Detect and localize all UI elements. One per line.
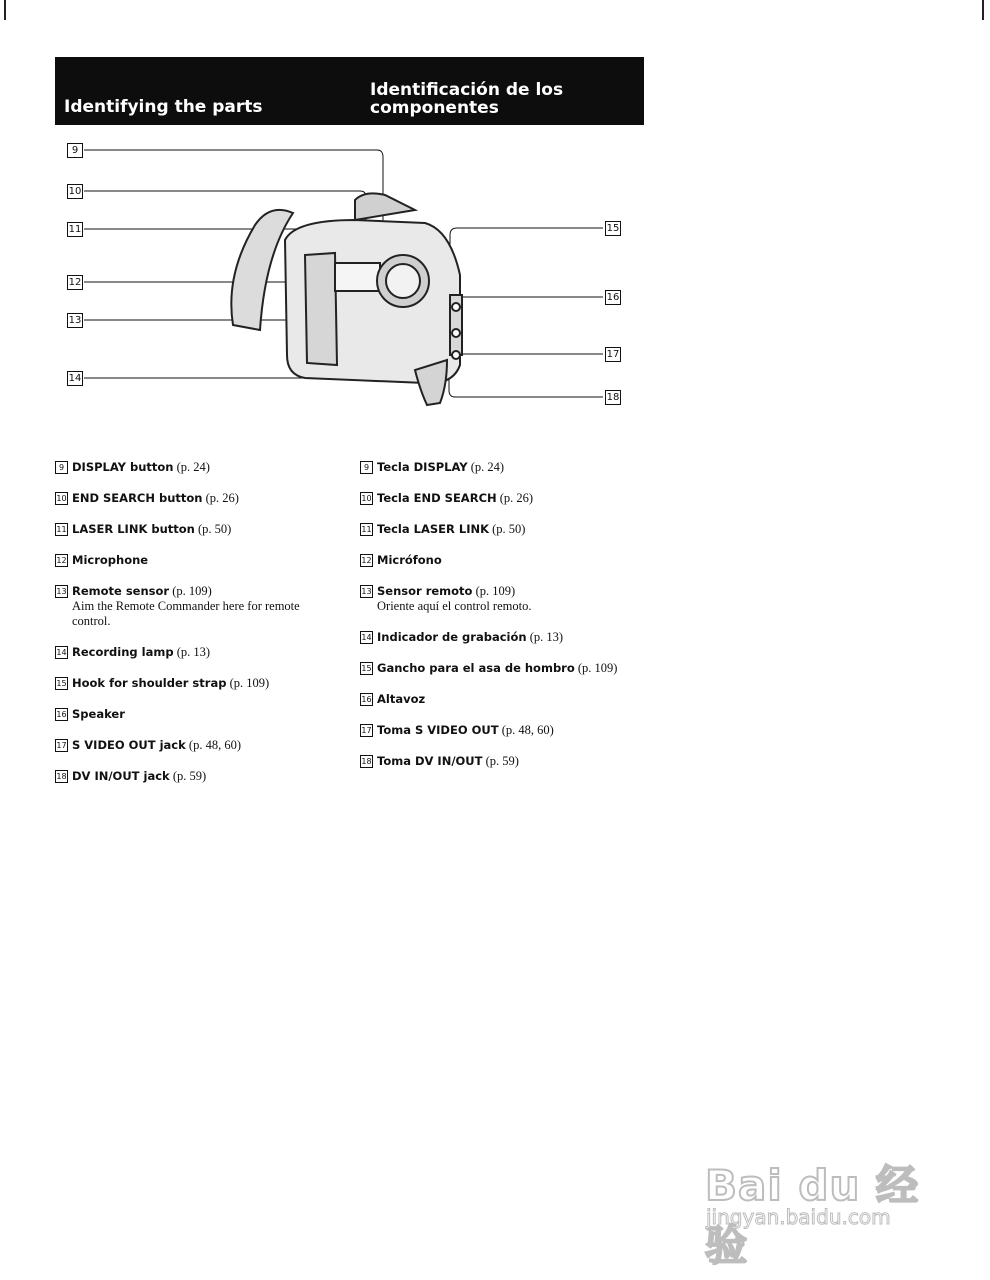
list-item <box>55 738 340 753</box>
callout-12: 12 <box>68 277 82 288</box>
list-item <box>55 769 340 784</box>
title-spanish-line2: componentes <box>370 98 499 118</box>
spanish-parts-list <box>360 460 650 785</box>
item-page-ref: (p. 109) <box>229 676 270 690</box>
item-name: Tecla END SEARCH <box>377 491 497 505</box>
item-number: 15 <box>361 664 372 673</box>
camcorder-illustration <box>55 135 645 425</box>
watermark <box>700 1135 940 1270</box>
list-item <box>360 491 650 506</box>
item-number: 15 <box>56 679 67 688</box>
item-name: Altavoz <box>377 692 426 706</box>
item-name: LASER LINK button <box>72 522 195 536</box>
list-item <box>360 522 650 537</box>
watermark-url: jingyan.baidu.com <box>706 1205 891 1229</box>
item-number: 14 <box>56 648 67 657</box>
list-item <box>360 553 650 568</box>
item-page-ref: (p. 26) <box>499 491 534 505</box>
watermark-logo: Bai du 经验 <box>705 1161 919 1270</box>
callout-13: 13 <box>68 315 82 326</box>
item-page-ref: (p. 24) <box>470 460 505 474</box>
list-item <box>360 754 650 769</box>
item-page-ref: (p. 13) <box>176 645 211 659</box>
item-number: 17 <box>361 726 372 735</box>
item-page-ref: (p. 13) <box>529 630 564 644</box>
list-item <box>360 630 650 645</box>
item-number: 12 <box>56 556 67 565</box>
item-name: Tecla LASER LINK <box>377 522 490 536</box>
item-number: 16 <box>361 695 372 704</box>
item-number: 13 <box>56 587 67 596</box>
item-number: 18 <box>361 757 372 766</box>
list-item <box>55 584 340 629</box>
list-item <box>55 645 340 660</box>
item-number: 13 <box>361 587 372 596</box>
item-name: Micrófono <box>377 553 442 567</box>
item-name: Microphone <box>72 553 149 567</box>
item-page-ref: (p. 48, 60) <box>188 738 241 752</box>
title-spanish-line1: Identificación de los <box>370 80 564 100</box>
item-number: 10 <box>56 494 67 503</box>
english-parts-list <box>55 460 340 800</box>
crop-mark-right <box>982 0 984 20</box>
item-page-ref: (p. 59) <box>485 754 519 768</box>
item-page-ref: (p. 109) <box>577 661 618 675</box>
item-number: 18 <box>56 772 67 781</box>
list-item <box>55 522 340 537</box>
item-name: Speaker <box>72 707 125 721</box>
item-name: Toma DV IN/OUT <box>377 754 483 768</box>
list-item <box>360 723 650 738</box>
item-name: Gancho para el asa de hombro <box>377 661 575 675</box>
item-number: 12 <box>361 556 372 565</box>
list-item <box>55 676 340 691</box>
item-name: S VIDEO OUT jack <box>72 738 186 752</box>
item-name: Toma S VIDEO OUT <box>377 723 499 737</box>
list-item <box>55 460 340 475</box>
item-number: 17 <box>56 741 67 750</box>
item-page-ref: (p. 50) <box>198 522 232 536</box>
callout-9: 9 <box>67 143 83 158</box>
item-name: Recording lamp <box>72 645 174 659</box>
item-name: Tecla DISPLAY <box>377 460 468 474</box>
list-item <box>55 707 340 722</box>
callout-15: 15 <box>606 223 620 234</box>
item-number: 9 <box>55 461 68 474</box>
list-item <box>360 460 650 475</box>
callout-18: 18 <box>606 392 620 403</box>
title-english: Identifying the parts <box>64 97 263 117</box>
item-description: Oriente aquí el control remoto. <box>377 599 532 613</box>
item-name: DISPLAY button <box>72 460 174 474</box>
item-name: Indicador de grabación <box>377 630 527 644</box>
item-page-ref: (p. 109) <box>172 584 212 598</box>
item-name: Hook for shoulder strap <box>72 676 227 690</box>
callout-17: 17 <box>606 349 620 360</box>
list-item <box>360 661 650 676</box>
item-name: END SEARCH button <box>72 491 203 505</box>
item-name: DV IN/OUT jack <box>72 769 170 783</box>
callout-14: 14 <box>68 373 82 384</box>
list-item <box>55 491 340 506</box>
item-number: 14 <box>361 633 372 642</box>
item-number: 11 <box>361 525 372 534</box>
title-spanish <box>370 81 563 117</box>
item-name: Remote sensor <box>72 584 170 598</box>
list-item <box>360 584 650 614</box>
item-number: 10 <box>361 494 372 503</box>
item-number: 9 <box>360 461 373 474</box>
section-header <box>55 57 644 125</box>
list-item <box>360 692 650 707</box>
callout-16: 16 <box>606 292 620 303</box>
item-page-ref: (p. 109) <box>475 584 516 598</box>
item-page-ref: (p. 59) <box>172 769 207 783</box>
callout-11: 11 <box>68 224 82 235</box>
item-name: Sensor remoto <box>377 584 473 598</box>
camcorder-diagram <box>55 135 645 425</box>
item-number: 11 <box>56 525 67 534</box>
item-page-ref: (p. 50) <box>492 522 526 536</box>
item-description: Aim the Remote Commander here for remote control. <box>72 599 300 628</box>
item-page-ref: (p. 48, 60) <box>501 723 554 737</box>
item-page-ref: (p. 26) <box>205 491 239 505</box>
callout-10: 10 <box>68 186 82 197</box>
item-number: 16 <box>56 710 67 719</box>
list-item <box>55 553 340 568</box>
item-page-ref: (p. 24) <box>176 460 210 474</box>
crop-mark-left <box>4 0 6 20</box>
